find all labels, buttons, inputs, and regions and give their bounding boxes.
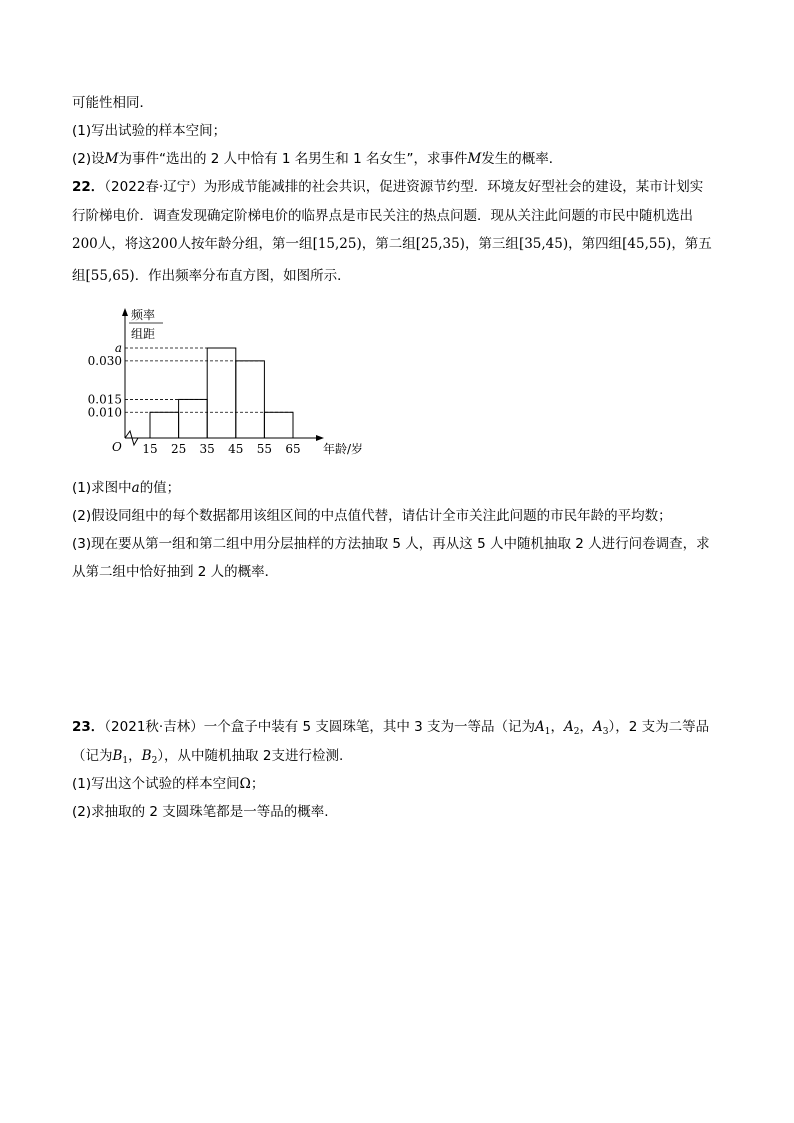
q21-tail: 可能性相同． [72,95,153,111]
x-axis-arrow [316,435,324,441]
x-tick-label: 45 [228,442,244,456]
y-tick-label: 0.030 [87,353,122,368]
x-axis-label: 年龄/岁 [323,442,364,456]
q22-part3: (3)现在要从第一组和第二组中用分层抽样的方法抽取 5 人，再从这 5 人中随机抽取 2 人进行问卷调查，求 [72,536,710,552]
group-1-interval: [15,25) [312,236,362,252]
histogram-bar [179,399,208,438]
x-tick-label: 55 [256,442,273,456]
q22-line4: 组[55,65)．作出频率分布直方图，如图所示． [72,268,351,284]
y-tick-label: 0.010 [87,405,122,420]
x-tick-label: 65 [285,442,301,456]
q22-part1: (1)求图中a的值； [72,480,181,496]
histogram-bar [150,412,179,438]
y-axis-arrow [122,308,128,316]
group-5-interval: [55,65) [85,268,135,284]
q22-part3-cont: 从第二组中恰好抽到 2 人的概率． [72,564,279,580]
origin-label: O [112,440,122,454]
histogram-bar [236,361,265,438]
group-4-interval: [45,55) [622,236,672,252]
group-3-interval: [35,45) [518,236,569,252]
histogram-bar [207,348,236,438]
q23-line2: （记为$B_1$，$B_2$），从中随机抽取 2支进行检测. [72,748,344,766]
q23-part1: (1)写出这个试验的样本空间Ω； [72,776,265,792]
q23-part2: (2)求抽取的 2 支圆珠笔都是一等品的概率. [72,804,329,820]
frequency-histogram [87,305,385,463]
q21-part2: (2)设M为事件“选出的 2 人中恰有 1 名男生和 1 名女生”，求事件M发生的概率． [72,151,563,167]
q22-line2: 行阶梯电价．调查发现确定阶梯电价的临界点是市民关注的热点问题．现从关注此问题的市民中随机选出 [72,208,693,224]
x-tick-label: 25 [170,442,187,456]
q22-part2: (2)假设同组中的每个数据都用该组区间的中点值代替，请估计全市关注此问题的市民年龄的平均数； [72,508,672,524]
y-tick-label: a [114,341,122,355]
x-tick-label: 15 [142,442,158,456]
x-tick-label: 35 [199,442,215,456]
q23-line1: 23．（2021秋·吉林）一个盒子中装有 5 支圆珠笔，其中 3 支为一等品（记为$A_1$，$A_2$，$A_3$），2 支为二等品 [72,719,710,737]
y-label-numerator: 频率 [131,308,156,322]
q22-line3: 200人，将这200人按年龄分组，第一组[15,25)，第二组[25,35)，第三组[35,45)，第四组[45,55)，第五 [72,236,712,252]
group-2-interval: [25,35) [415,236,465,252]
histogram-bar [264,412,293,438]
q22-line1: 22．（2022春·辽宁）为形成节能减排的社会共识，促进资源节约型．环境友好型社会的建设，某市计划实 [72,179,704,195]
y-label-denominator: 组距 [131,327,156,341]
y-tick-label: 0.015 [87,392,122,407]
q21-part1: (1)写出试验的样本空间； [72,123,227,139]
